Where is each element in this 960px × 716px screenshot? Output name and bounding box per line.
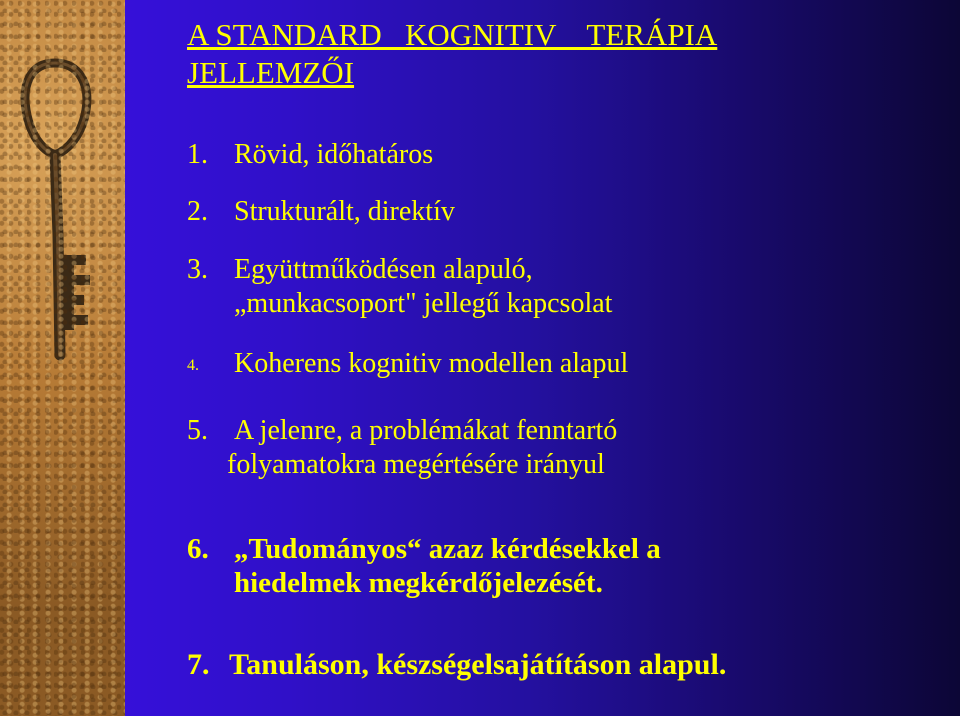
item-text: Tanuláson, készségelsajátításon alapul. <box>229 648 727 681</box>
list-item <box>187 347 628 383</box>
item-text: Rövid, időhatáros <box>234 139 434 170</box>
slide-title <box>187 16 827 92</box>
item-text-continued: hiedelmek megkérdőjelezését. <box>234 567 603 599</box>
item-text: „Tudományos“ azaz kérdésekkel a <box>234 533 661 565</box>
item-number: 5. <box>187 415 208 446</box>
sand-background-image <box>0 0 125 716</box>
title-line-2: JELLEMZŐI <box>187 55 355 90</box>
item-number: 7. <box>187 648 210 681</box>
item-text-continued: folyamatokra megértésére irányul <box>227 449 605 480</box>
item-number: 6. <box>187 533 209 565</box>
list-item <box>187 414 617 482</box>
list-item <box>187 648 726 682</box>
list-item <box>187 138 433 172</box>
item-text-continued: „munkacsoport" jellegű kapcsolat <box>234 288 613 319</box>
old-key-icon <box>0 55 125 425</box>
item-number: 3. <box>187 254 208 285</box>
item-text: Koherens kognitiv modellen alapul <box>234 348 629 379</box>
item-text: Strukturált, direktív <box>234 196 455 227</box>
list-item <box>187 253 612 321</box>
title-line-1: A STANDARD KOGNITIV TERÁPIA <box>187 17 718 52</box>
item-number: 1. <box>187 139 208 170</box>
item-number: 4. <box>187 357 199 374</box>
list-item <box>187 195 455 229</box>
item-text: Együttműködésen alapuló, <box>234 254 533 285</box>
item-text: A jelenre, a problémákat fenntartó <box>234 415 618 446</box>
item-number: 2. <box>187 196 208 227</box>
list-item <box>187 532 661 600</box>
